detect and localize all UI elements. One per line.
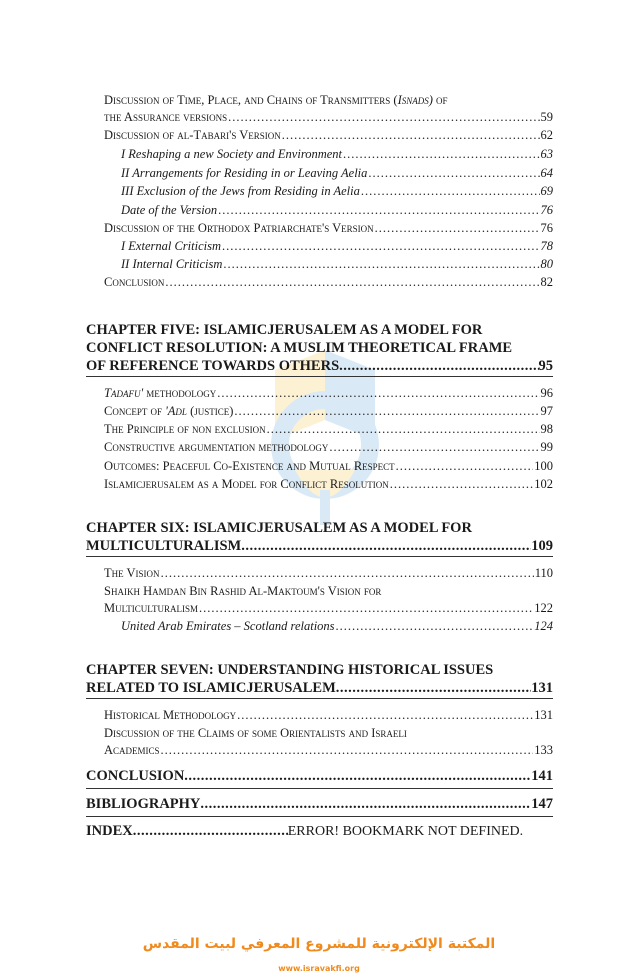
- divider: [86, 788, 553, 789]
- bookmark-error: ERROR! BOOKMARK NOT DEFINED.: [287, 824, 524, 839]
- chapter-seven-title[interactable]: CHAPTER SEVEN: UNDERSTANDING HISTORICAL ISSUES: [86, 662, 494, 678]
- chapter-five-heading[interactable]: OF REFERENCE TOWARDS OTHERS ..... 95: [86, 358, 553, 375]
- toc-entry[interactable]: II Arrangements for Residing in or Leaving Aelia ..... 64: [121, 166, 553, 181]
- toc-entry[interactable]: Discussion of al-Tabari's Version ..... 62: [104, 128, 553, 143]
- toc-entry-line[interactable]: Discussion of Time, Place, and Chains of Transmitters (Isnads) of: [104, 93, 448, 107]
- toc-entry[interactable]: Concept of 'Adl (justice) ..... 97: [104, 404, 553, 419]
- divider: [86, 816, 553, 817]
- footer-url-link[interactable]: www.isravakfi.org: [278, 964, 360, 973]
- toc-entry[interactable]: I External Criticism ..... 78: [121, 239, 553, 254]
- toc-entry[interactable]: The Vision ..... 110: [104, 566, 553, 581]
- toc-entry[interactable]: Tadafu' methodology ..... 96: [104, 386, 553, 401]
- toc-entry[interactable]: Outcomes: Peaceful Co-Existence and Mutual Respect ..... 100: [104, 459, 553, 474]
- toc-entry[interactable]: Historical Methodology ..... 131: [104, 708, 553, 723]
- divider: [86, 376, 553, 377]
- chapter-six-title[interactable]: CHAPTER SIX: ISLAMICJERUSALEM AS A MODEL FOR: [86, 520, 472, 536]
- chapter-five-title-line2[interactable]: CONFLICT RESOLUTION: A MUSLIM THEORETICAL FRAME: [86, 340, 513, 356]
- toc-entry[interactable]: Constructive argumentation methodology ..... 99: [104, 440, 553, 455]
- chapter-six-heading[interactable]: MULTICULTURALISM ..... 109: [86, 538, 553, 555]
- toc-entry[interactable]: United Arab Emirates – Scotland relations ..... 124: [121, 619, 553, 634]
- toc-entry[interactable]: the Assurance versions ..... 59: [104, 110, 553, 125]
- index-heading[interactable]: INDEX ..... ERROR! BOOKMARK NOT DEFINED.: [86, 823, 553, 840]
- toc-entry[interactable]: The Principle of non exclusion ..... 98: [104, 422, 553, 437]
- toc-entry[interactable]: Multiculturalism ..... 122: [104, 601, 553, 616]
- toc-entry-line[interactable]: Discussion of the Claims of some Orientalists and Israeli: [104, 726, 407, 740]
- divider: [86, 698, 553, 699]
- toc-entry[interactable]: Academics ..... 133: [104, 743, 553, 758]
- toc-entry[interactable]: II Internal Criticism ..... 80: [121, 257, 553, 272]
- conclusion-heading[interactable]: CONCLUSION ..... 141: [86, 768, 553, 785]
- toc-entry[interactable]: Date of the Version ..... 76: [121, 203, 553, 218]
- chapter-seven-heading[interactable]: RELATED TO ISLAMICJERUSALEM ..... 131: [86, 680, 553, 697]
- divider: [86, 556, 553, 557]
- toc-entry[interactable]: Islamicjerusalem as a Model for Conflict Resolution ..... 102: [104, 477, 553, 492]
- toc-entry[interactable]: Discussion of the Orthodox Patriarchate's Version ..... 76: [104, 221, 553, 236]
- toc-entry[interactable]: I Reshaping a new Society and Environment ..... 63: [121, 147, 553, 162]
- toc-entry-line[interactable]: Shaikh Hamdan Bin Rashid Al-Maktoum's Vision for: [104, 584, 382, 598]
- bibliography-heading[interactable]: BIBLIOGRAPHY ..... 147: [86, 796, 553, 813]
- chapter-five-title[interactable]: CHAPTER FIVE: ISLAMICJERUSALEM AS A MODEL FOR: [86, 322, 483, 338]
- toc-entry[interactable]: III Exclusion of the Jews from Residing in Aelia ..... 69: [121, 184, 553, 199]
- footer-arabic-title: المكتبة الإلكترونية للمشروع المعرفي لبيت المقدس: [142, 936, 496, 952]
- toc-entry[interactable]: Conclusion ..... 82: [104, 275, 553, 290]
